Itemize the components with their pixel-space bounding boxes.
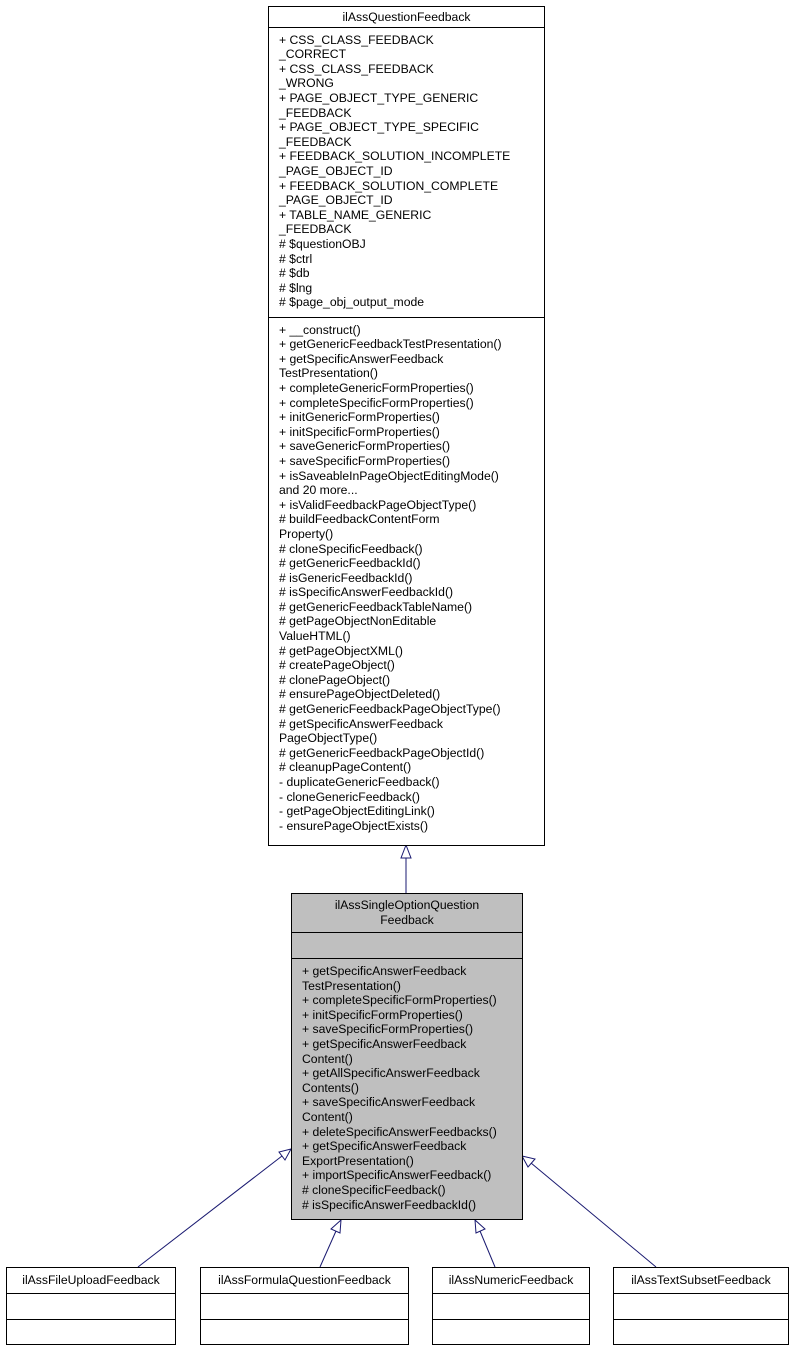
methods-section-formula bbox=[201, 1319, 408, 1344]
class-name-fileupload: ilAssFileUploadFeedback bbox=[22, 1273, 160, 1287]
class-name-line: Feedback bbox=[380, 912, 434, 927]
method: - cloneGenericFeedback() bbox=[279, 789, 420, 804]
method: # cloneSpecificFeedback() bbox=[302, 1182, 446, 1197]
method: + initGenericFormProperties() bbox=[279, 410, 440, 425]
attribute: _FEEDBACK bbox=[279, 134, 352, 149]
methods-section-numeric bbox=[433, 1319, 589, 1344]
attribute: _PAGE_OBJECT_ID bbox=[279, 163, 393, 178]
method: + saveSpecificFormProperties() bbox=[279, 453, 451, 468]
class-name-formula: ilAssFormulaQuestionFeedback bbox=[218, 1273, 391, 1287]
class-name-middle bbox=[292, 894, 522, 932]
attribute: _FEEDBACK bbox=[279, 105, 352, 120]
method: PageObjectType() bbox=[279, 731, 378, 746]
method: + isValidFeedbackPageObjectType() bbox=[279, 497, 477, 512]
edge-numeric-to-middle bbox=[480, 1231, 495, 1267]
arrowhead-base bbox=[401, 845, 411, 858]
class-box-formula[interactable] bbox=[200, 1267, 409, 1345]
attribute: # $page_obj_output_mode bbox=[279, 295, 425, 310]
attribute: + FEEDBACK_SOLUTION_COMPLETE bbox=[279, 178, 499, 193]
attribute: # $lng bbox=[279, 280, 313, 295]
method: - duplicateGenericFeedback() bbox=[279, 775, 440, 789]
method: + getSpecificAnswerFeedback bbox=[302, 964, 467, 978]
class-box-base[interactable] bbox=[268, 6, 545, 846]
method: + initSpecificFormProperties() bbox=[302, 1007, 463, 1022]
attributes-section-fileupload bbox=[7, 1293, 175, 1319]
method: + getGenericFeedbackTestPresentation() bbox=[279, 337, 502, 352]
arrowhead-formula bbox=[331, 1220, 341, 1233]
attributes-section-numeric bbox=[433, 1293, 589, 1319]
method: + saveSpecificFormProperties() bbox=[302, 1022, 474, 1037]
method: # cloneSpecificFeedback() bbox=[279, 541, 423, 556]
method: + deleteSpecificAnswerFeedbacks() bbox=[302, 1124, 497, 1139]
method: # getGenericFeedbackTableName() bbox=[279, 599, 473, 614]
attribute: _PAGE_OBJECT_ID bbox=[279, 193, 393, 208]
attribute: + TABLE_NAME_GENERIC bbox=[279, 207, 432, 222]
method: + saveGenericFormProperties() bbox=[279, 439, 451, 454]
attribute: # $db bbox=[279, 266, 310, 281]
methods-section-middle bbox=[292, 958, 522, 1216]
class-box-fileupload[interactable] bbox=[6, 1267, 176, 1345]
method: Property() bbox=[279, 526, 334, 541]
class-box-textsubset[interactable] bbox=[613, 1267, 789, 1345]
attribute: + PAGE_OBJECT_TYPE_SPECIFIC bbox=[279, 120, 479, 135]
method: # getGenericFeedbackPageObjectType() bbox=[279, 702, 501, 717]
method: + completeSpecificFormProperties() bbox=[279, 395, 474, 410]
method: ExportPresentation() bbox=[302, 1153, 414, 1168]
method: + getSpecificAnswerFeedback bbox=[302, 1036, 467, 1051]
method: # getGenericFeedbackPageObjectId() bbox=[279, 745, 485, 760]
method: # clonePageObject() bbox=[279, 672, 391, 687]
method: + __construct() bbox=[279, 322, 361, 337]
method: + saveSpecificAnswerFeedback bbox=[302, 1095, 476, 1110]
method: ValueHTML() bbox=[279, 629, 351, 644]
attributes-section-base bbox=[269, 27, 544, 317]
method: Content() bbox=[302, 1051, 353, 1066]
attribute: _WRONG bbox=[279, 76, 334, 91]
method: Content() bbox=[302, 1109, 353, 1124]
attribute: + FEEDBACK_SOLUTION_INCOMPLETE bbox=[279, 149, 511, 164]
attribute: + CSS_CLASS_FEEDBACK bbox=[279, 61, 434, 76]
method: # getSpecificAnswerFeedback bbox=[279, 716, 443, 731]
class-box-numeric[interactable] bbox=[432, 1267, 590, 1345]
method: # getPageObjectNonEditable bbox=[279, 614, 437, 629]
edge-textsubset-to-middle bbox=[531, 1163, 656, 1267]
methods-section-textsubset bbox=[614, 1319, 788, 1344]
attribute: + PAGE_OBJECT_TYPE_GENERIC bbox=[279, 90, 479, 105]
method: # isSpecificAnswerFeedbackId() bbox=[279, 585, 454, 600]
method: # createPageObject() bbox=[279, 658, 395, 673]
edge-fileupload-to-middle bbox=[138, 1156, 282, 1267]
attribute: # $questionOBJ bbox=[279, 236, 366, 251]
method: - ensurePageObjectExists() bbox=[279, 818, 429, 833]
attribute: # $ctrl bbox=[279, 251, 313, 266]
more-methods-link[interactable]: and 20 more... bbox=[279, 483, 358, 498]
class-name-textsubset: ilAssTextSubsetFeedback bbox=[631, 1273, 771, 1287]
method: TestPresentation() bbox=[279, 366, 378, 381]
method: TestPresentation() bbox=[302, 978, 401, 993]
attribute: _FEEDBACK bbox=[279, 222, 352, 237]
method: + importSpecificAnswerFeedback() bbox=[302, 1168, 492, 1183]
attributes-section-middle bbox=[292, 932, 522, 958]
method: # ensurePageObjectDeleted() bbox=[279, 687, 441, 702]
method: + isSaveableInPageObjectEditingMode() bbox=[279, 468, 499, 483]
method: # buildFeedbackContentForm bbox=[279, 512, 440, 527]
method: + completeSpecificFormProperties() bbox=[302, 993, 497, 1008]
arrowhead-numeric bbox=[475, 1220, 485, 1233]
class-name-numeric: ilAssNumericFeedback bbox=[448, 1273, 574, 1287]
arrowhead-fileupload bbox=[279, 1149, 291, 1160]
method: # isSpecificAnswerFeedbackId() bbox=[302, 1197, 477, 1212]
method: # getPageObjectXML() bbox=[279, 643, 403, 658]
edge-formula-to-middle bbox=[320, 1231, 336, 1267]
method: # isGenericFeedbackId() bbox=[279, 570, 413, 585]
method: + getSpecificAnswerFeedback bbox=[279, 351, 444, 366]
method: + getSpecificAnswerFeedback bbox=[302, 1139, 467, 1154]
methods-section-base bbox=[269, 317, 544, 838]
class-name-line: ilAssSingleOptionQuestion bbox=[334, 898, 480, 912]
class-name-base: ilAssQuestionFeedback bbox=[342, 10, 471, 24]
method: # getGenericFeedbackId() bbox=[279, 556, 421, 571]
attribute: _CORRECT bbox=[279, 47, 347, 62]
method: # cleanupPageContent() bbox=[279, 760, 412, 775]
method: + getAllSpecificAnswerFeedback bbox=[302, 1066, 480, 1081]
methods-section-fileupload bbox=[7, 1319, 175, 1344]
method: - getPageObjectEditingLink() bbox=[279, 804, 435, 819]
attributes-section-formula bbox=[201, 1293, 408, 1319]
class-box-middle[interactable] bbox=[291, 893, 523, 1220]
method: + completeGenericFormProperties() bbox=[279, 380, 474, 395]
attribute: + CSS_CLASS_FEEDBACK bbox=[279, 32, 434, 47]
method: Contents() bbox=[302, 1080, 359, 1095]
attributes-section-textsubset bbox=[614, 1293, 788, 1319]
method: + initSpecificFormProperties() bbox=[279, 424, 440, 439]
